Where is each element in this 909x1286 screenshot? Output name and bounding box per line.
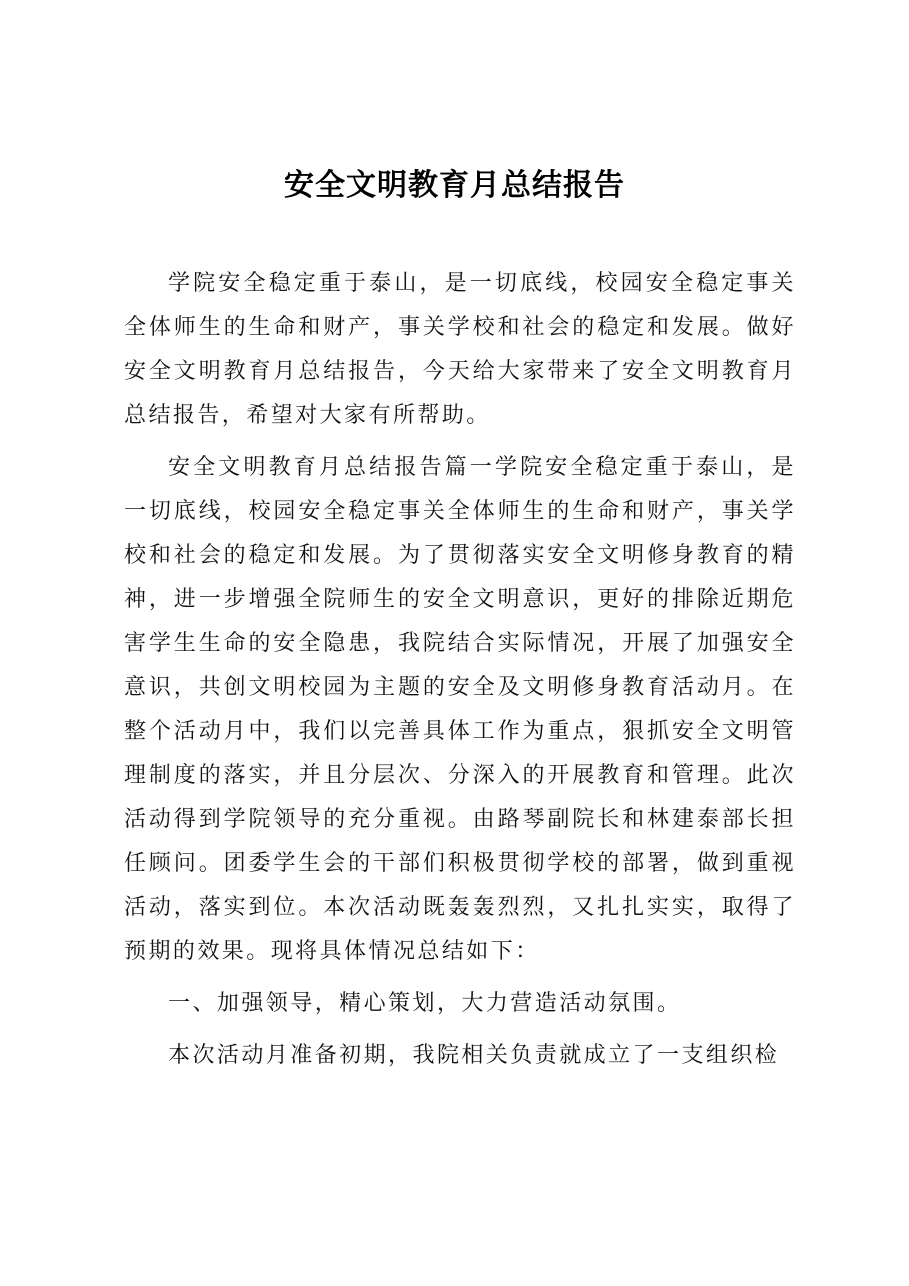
document-title: 安全文明教育月总结报告 [284, 168, 625, 203]
section-heading-one: 一、加强领导，精心策划，大力营造活动氛围。 [168, 991, 682, 1016]
document-body [124, 262, 796, 1086]
paragraph-part-one: 安全文明教育月总结报告篇一学院安全稳定重于泰山，是一切底线，校园安全稳定事关全体师生的生命和财产，事关学校和社会的稳定和发展。为了贯彻落实安全文明修身教育的精神，进一步增强全院师生的安全文明意识，更好的排除近期危害学生生命的安全隐患，我院结合实际情况，开展了加强安全意识，共创文明校园为主题的安全及文明修身教育活动月。在整个活动月中，我们以完善具体工作为重点，狠抓安全文明管理制度的落实，并且分层次、分深入的开展教育和管理。此次活动得到学院领导的充分重视。由路琴副院长和林建泰部长担任顾问。团委学生会的干部们积极贯彻学校的部署，做到重视活动，落实到位。本次活动既轰轰烈烈，又扎扎实实，取得了预期的效果。现将具体情况总结如下： [124, 455, 796, 964]
paragraph-section-one: 本次活动月准备初期，我院相关负责就成立了一支组织检 [168, 1043, 780, 1068]
paragraph-intro: 学院安全稳定重于泰山，是一切底线，校园安全稳定事关全体师生的生命和财产，事关学校和社会的稳定和发展。做好安全文明教育月总结报告，今天给大家带来了安全文明教育月总结报告，希望对大家有所帮助。 [124, 271, 796, 428]
